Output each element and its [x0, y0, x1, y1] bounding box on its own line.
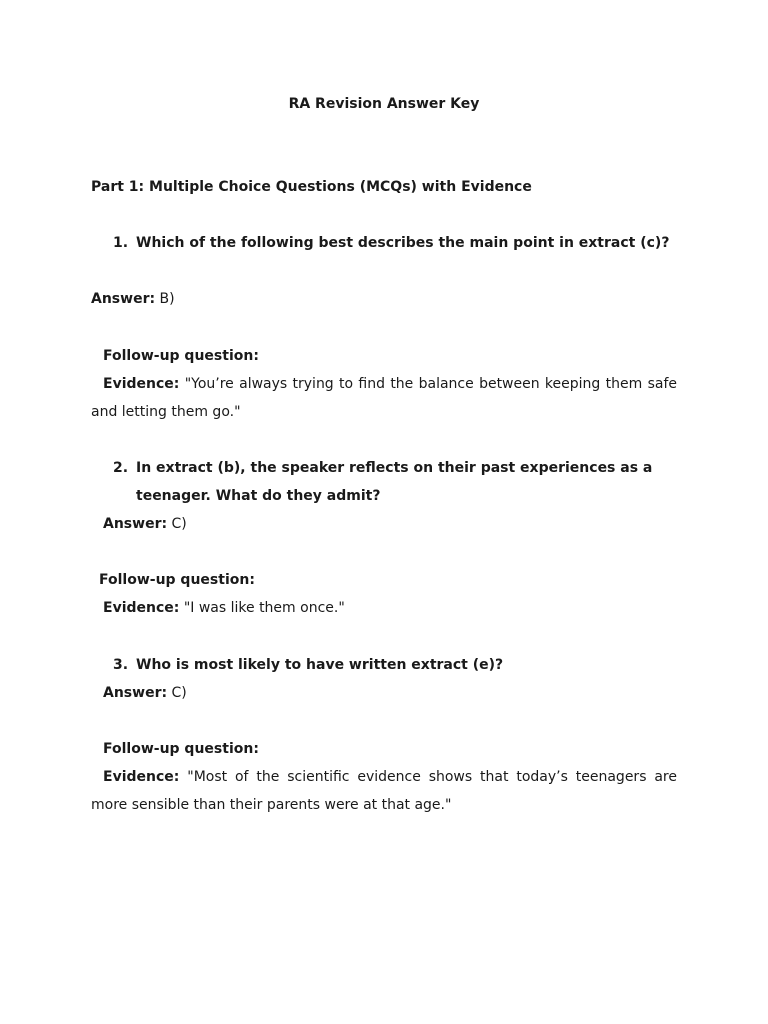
- evidence-label: Evidence:: [103, 769, 180, 785]
- evidence-text: "Most of the scientific evidence shows that today’s teenagers are more sensible than their parents were at that age.": [91, 769, 677, 813]
- evidence-label: Evidence:: [103, 600, 180, 616]
- question-text: In extract (b), the speaker reflects on their past experiences as a teenager. What do they admit?: [136, 460, 653, 504]
- evidence-paragraph: [91, 763, 677, 819]
- answer-label: Answer:: [103, 516, 168, 532]
- question-text: Who is most likely to have written extract (e)?: [136, 657, 504, 673]
- evidence-text: "You’re always trying to find the balance between keeping them safe and letting them go.": [91, 376, 677, 420]
- answer-line: [103, 510, 187, 538]
- follow-up-label: Follow-up question:: [103, 741, 259, 757]
- evidence-paragraph: [91, 370, 677, 426]
- answer-line: [91, 285, 175, 313]
- document-title: RA Revision Answer Key: [288, 96, 480, 112]
- evidence-label: Evidence:: [103, 376, 180, 392]
- answer-label: Answer:: [103, 685, 168, 701]
- evidence-line: [103, 594, 345, 622]
- follow-up-label: Follow-up question:: [99, 572, 255, 588]
- answer-label: Answer:: [91, 291, 156, 307]
- question-number: 3.: [113, 657, 129, 673]
- question-number: 2.: [113, 460, 129, 476]
- answer-value: B): [159, 291, 175, 307]
- evidence-text: "I was like them once.": [183, 600, 345, 616]
- follow-up-label: Follow-up question:: [103, 348, 259, 364]
- part-heading: Part 1: Multiple Choice Questions (MCQs) with Evidence: [91, 179, 532, 195]
- answer-value: C): [171, 516, 187, 532]
- question-number: 1.: [113, 235, 129, 251]
- answer-line: [103, 679, 187, 707]
- answer-value: C): [171, 685, 187, 701]
- question-text: Which of the following best describes the main point in extract (c)?: [136, 235, 670, 251]
